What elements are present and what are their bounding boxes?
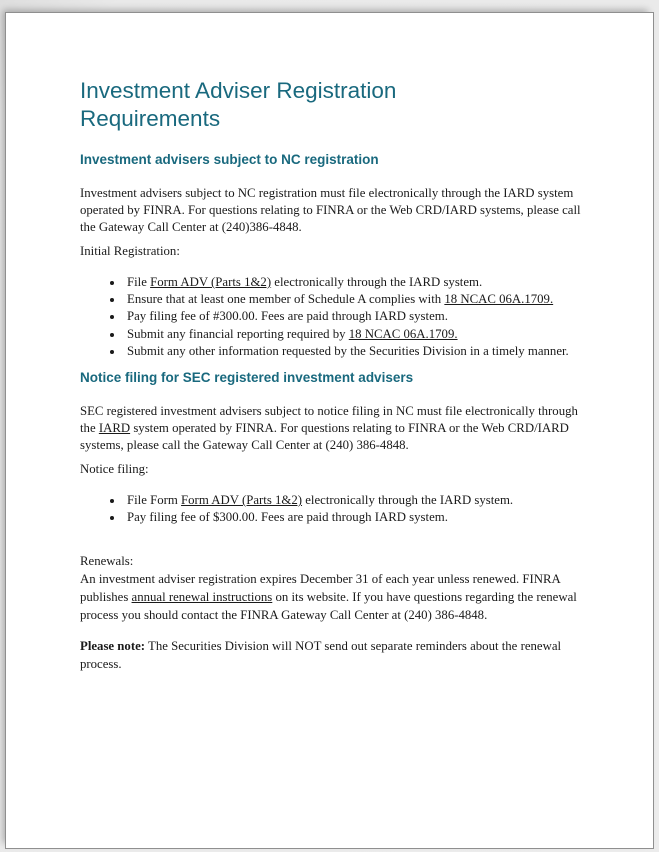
paragraph-text: SEC registered investment advisers subject to notice filing in NC must file electronically through the xyxy=(80,404,578,436)
list-item-text: Submit any financial reporting required by xyxy=(127,326,349,341)
iard-link[interactable]: IARD xyxy=(98,421,131,436)
document-page xyxy=(5,12,654,849)
list-item xyxy=(124,326,592,343)
paragraph-text: system operated by FINRA. For questions relating to FINRA or the Web CRD/IARD systems, please call the Gateway Call Center at (240) 386-4848. xyxy=(80,421,569,453)
list-item-text: electronically through the IARD system. xyxy=(271,275,483,289)
renewals-paragraph xyxy=(80,570,592,624)
notice-filing-label: Notice filing: xyxy=(80,462,149,477)
section-heading-sec-notice-filing: Notice filing for SEC registered investment advisers xyxy=(80,370,414,386)
initial-registration-list xyxy=(80,274,592,360)
note-text: The Securities Division will NOT send out separate reminders about the renewal process. xyxy=(80,639,562,672)
list-item-text: File Form xyxy=(127,493,182,508)
list-item xyxy=(124,308,592,325)
please-note-label: Please note: xyxy=(80,639,146,654)
document-content xyxy=(80,77,592,673)
annual-renewal-instructions-link[interactable]: annual renewal instructions xyxy=(131,590,273,605)
ncac-rule-link[interactable]: 18 NCAC 06A.1709. xyxy=(444,292,554,307)
list-item xyxy=(124,274,592,291)
renewals-label: Renewals: xyxy=(80,554,134,569)
please-note-paragraph xyxy=(80,637,592,673)
list-item-text: File xyxy=(127,275,151,289)
list-item-text: Pay filing fee of #300.00. Fees are paid through IARD system. xyxy=(127,309,448,324)
list-item-text: electronically through the IARD system. xyxy=(302,493,514,508)
notice-filing-list xyxy=(80,492,592,526)
form-adv-link[interactable]: Form ADV (Parts 1&2) xyxy=(150,275,272,289)
list-item xyxy=(124,509,592,526)
form-adv-link[interactable]: Form ADV (Parts 1&2) xyxy=(181,493,303,508)
list-item-text: Submit any other information requested by the Securities Division in a timely manner. xyxy=(127,343,569,358)
paragraph-text: on its website. If you have questions regarding the renewal process you should contact the FINRA Gateway Call Center at (240) 386-4848. xyxy=(80,590,577,623)
sec-intro-paragraph xyxy=(80,403,592,454)
list-item-text: Ensure that at least one member of Schedule A complies with xyxy=(127,292,445,307)
nc-intro-paragraph: Investment advisers subject to NC registration must file electronically through the IARD system operated by FINRA. For questions relating to FINRA or the Web CRD/IARD systems, please call the Gateway Call Center at (240)386-4848. xyxy=(80,186,581,234)
page-title: Investment Adviser Registration Requirements xyxy=(80,78,397,131)
initial-registration-label: Initial Registration: xyxy=(80,244,180,258)
paragraph-text: An investment adviser registration expires December 31 of each year unless renewed. FINRA publishes xyxy=(80,572,561,605)
ncac-rule-link[interactable]: 18 NCAC 06A.1709. xyxy=(348,326,458,341)
list-item xyxy=(124,492,592,509)
list-item-text: Pay filing fee of $300.00. Fees are paid through IARD system. xyxy=(127,510,448,525)
section-heading-nc-registration: Investment advisers subject to NC registration xyxy=(80,152,379,167)
renewals-block xyxy=(80,552,592,624)
list-item xyxy=(124,343,592,360)
list-item xyxy=(124,291,592,308)
